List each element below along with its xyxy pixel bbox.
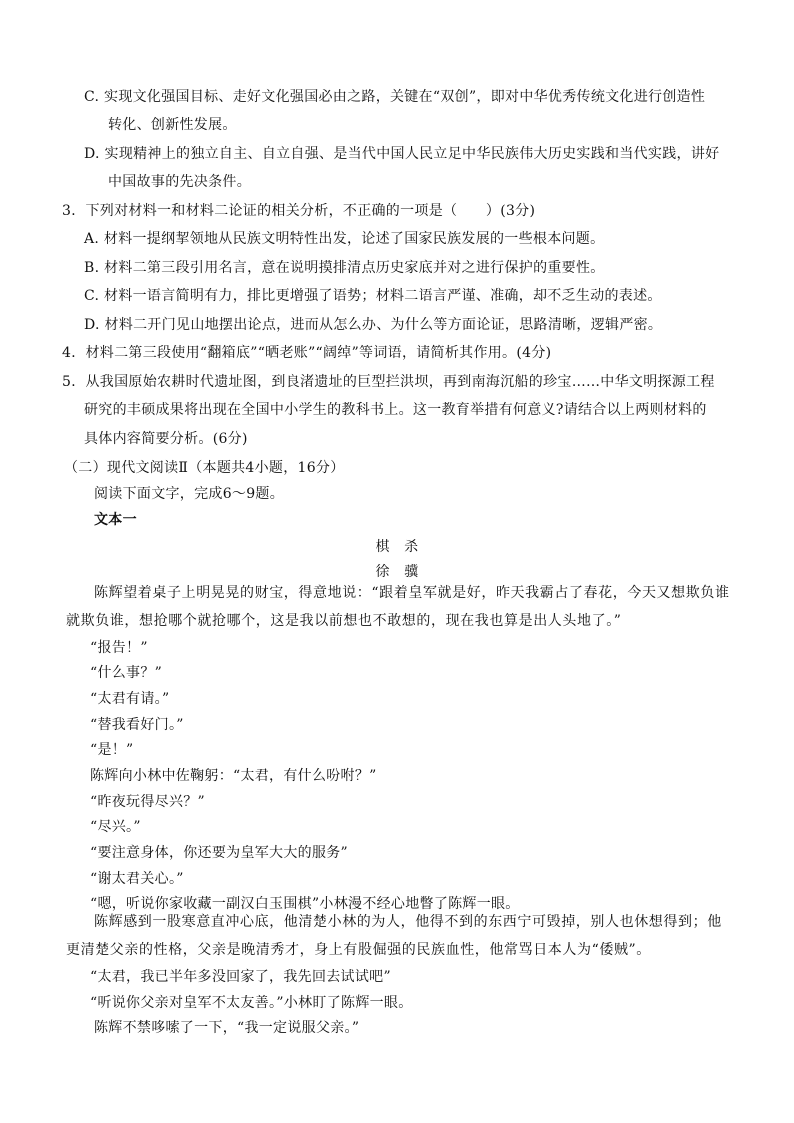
section-2-instruction: 阅读下面文字，完成6～9题。 (94, 486, 285, 502)
dialogue-line: “太君，我已半年多没回家了，我先回去试试吧” (90, 969, 391, 985)
story-paragraph-2: 陈辉感到一股寒意直冲心底，他清楚小林的为人，他得不到的东西宁可毁掉，别人也休想得到；他更清楚父亲的性格，父亲是晚清秀才，身上有股倔强的民族血性，他常骂日本人为“倭贼”。 (66, 914, 722, 958)
question-3-option-d: D. 材料二开门见山地摆出论点，进而从怎么办、为什么等方面论证，思路清晰，逻辑严密。 (84, 317, 663, 333)
question-3-option-b: B. 材料二第三段引用名言，意在说明摸排清点历史家底并对之进行保护的重要性。 (84, 260, 605, 276)
dialogue-line: 陈辉向小林中佐鞠躬：“太君，有什么吩咐？” (90, 768, 377, 784)
question-3-stem: 3．下列对材料一和材料二论证的相关分析，不正确的一项是（ ）(3分) (62, 203, 536, 219)
dialogue-line: “报告！” (90, 640, 148, 656)
dialogue-line: “要注意身体，你还要为皇军大大的服务” (90, 845, 349, 861)
dialogue-line: “尽兴。” (90, 819, 141, 835)
option-d-line-1: D. 实现精神上的独立自主、自立自强、是当代中国人民立足中华民族伟大历史实践和当代实践，讲好 (84, 146, 720, 162)
question-5-line-2: 研究的丰硕成果将出现在全国中小学生的教科书上。这一教育举措有何意义?请结合以上两则材料的 (84, 402, 707, 418)
question-3-option-a: A. 材料一提纲挈领地从民族文明特性出发，论述了国家民族发展的一些根本问题。 (84, 231, 605, 247)
question-5-line-3: 具体内容简要分析。(6分) (84, 431, 248, 447)
dialogue-line: “什么事？” (90, 665, 163, 681)
option-d-line-2: 中国故事的先决条件。 (108, 174, 251, 190)
dialogue-line: “嗯，听说你家收藏一副汉白玉围棋”小林漫不经心地瞥了陈辉一眼。 (90, 896, 520, 912)
dialogue-line: “替我看好门。” (90, 717, 184, 733)
question-5-line-1: 5．从我国原始农耕时代遗址图，到良渚遗址的巨型拦洪坝，再到南海沉船的珍宝……中华文明探源工程 (62, 374, 715, 390)
dialogue-line: “听说你父亲对皇军不太友善。”小林盯了陈辉一眼。 (90, 995, 413, 1011)
question-3-option-c: C. 材料一语言简明有力，排比更增强了语势；材料二语言严谨、准确，却不乏生动的表述。 (84, 288, 662, 304)
question-4: 4．材料二第三段使用“翻箱底”“晒老账”“阔绰”等词语，请简析其作用。(4分) (62, 345, 552, 361)
story-title: 棋 杀 (375, 539, 419, 555)
text-one-label: 文本一 (94, 512, 137, 528)
dialogue-line: “是！” (90, 742, 134, 758)
section-2-heading: （二）现代文阅读Ⅱ（本题共4小题，16分） (64, 460, 345, 476)
option-c-line-2: 转化、创新性发展。 (108, 117, 237, 133)
dialogue-line: 陈辉不禁哆嗦了一下，“我一定说服父亲。” (94, 1020, 360, 1036)
dialogue-line: “太君有请。” (90, 691, 170, 707)
dialogue-line: “谢太君关心。” (90, 871, 184, 887)
story-author: 徐 骥 (375, 564, 419, 580)
dialogue-line: “昨夜玩得尽兴？” (90, 794, 206, 810)
option-c-line-1: C. 实现文化强国目标、走好文化强国必由之路，关键在“双创”，即对中华优秀传统文化进行创造性 (84, 89, 706, 105)
story-paragraph-1: 陈辉望着桌子上明晃晃的财宝，得意地说：“跟着皇军就是好，昨天我霸占了春花，今天又想欺负谁就欺负谁，想抢哪个就抢哪个，这是我以前想也不敢想的，现在我也算是出人头地了。” (66, 585, 730, 629)
